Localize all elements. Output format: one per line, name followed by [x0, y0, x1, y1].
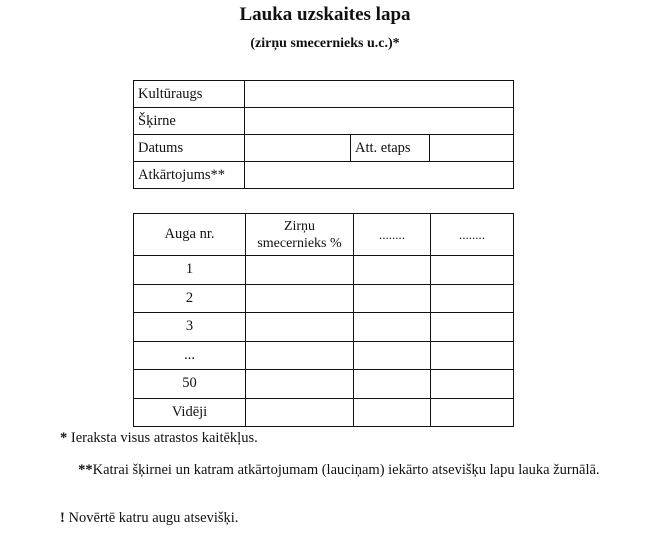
info-row-date — [134, 135, 514, 162]
table-row — [134, 256, 514, 285]
info-row-culture — [134, 81, 514, 108]
stage-label: Att. etaps — [351, 135, 430, 162]
stage-field[interactable] — [430, 135, 514, 162]
date-label: Datums — [134, 135, 245, 162]
repetition-field[interactable] — [245, 162, 514, 189]
header-extra-2: ........ — [431, 214, 514, 256]
weevil-cell[interactable] — [246, 313, 354, 342]
extra-cell[interactable] — [431, 313, 514, 342]
repetition-label: Atkārtojums** — [134, 162, 245, 189]
table-row — [134, 313, 514, 342]
footnote-3-mark: ! — [60, 510, 65, 526]
header-plant-no: Auga nr. — [134, 214, 246, 256]
row-number: 3 — [134, 313, 246, 342]
header-extra-1: ........ — [354, 214, 431, 256]
footnote-1 — [60, 430, 258, 447]
average-label: Vidēji — [134, 398, 246, 427]
weevil-cell[interactable] — [246, 284, 354, 313]
extra-cell[interactable] — [354, 256, 431, 285]
extra-cell[interactable] — [431, 370, 514, 399]
row-number: 50 — [134, 370, 246, 399]
footnote-3 — [60, 510, 238, 527]
average-row — [134, 398, 514, 427]
table-row — [134, 370, 514, 399]
page-subtitle: (zirņu smecernieks u.c.)* — [250, 36, 400, 51]
info-row-variety — [134, 108, 514, 135]
data-table — [133, 213, 514, 427]
culture-label: Kultūraugs — [134, 81, 245, 108]
table-row — [134, 341, 514, 370]
row-number: ... — [134, 341, 246, 370]
weevil-average-cell[interactable] — [246, 398, 354, 427]
variety-field[interactable] — [245, 108, 514, 135]
header-weevil: Zirņu smecernieks % — [246, 214, 354, 256]
extra-cell[interactable] — [431, 398, 514, 427]
weevil-cell[interactable] — [246, 370, 354, 399]
extra-cell[interactable] — [354, 341, 431, 370]
data-table-header — [134, 214, 514, 256]
footnote-2 — [60, 459, 645, 481]
extra-cell[interactable] — [431, 284, 514, 313]
extra-cell[interactable] — [431, 256, 514, 285]
footnote-1-text: Ieraksta visus atrastos kaitēkļus. — [70, 430, 258, 446]
extra-cell[interactable] — [354, 284, 431, 313]
table-row — [134, 284, 514, 313]
footnote-2-text: Katrai šķirnei un katram atkārtojumam (lauciņam) iekārto atsevišķu lapu lauka žurnālā. — [92, 462, 600, 478]
info-row-repetition — [134, 162, 514, 189]
variety-label: Šķirne — [134, 108, 245, 135]
date-field[interactable] — [245, 135, 351, 162]
culture-field[interactable] — [245, 81, 514, 108]
footnote-3-text: Novērtē katru augu atsevišķi. — [68, 510, 239, 526]
footnote-1-mark: * — [60, 430, 68, 446]
weevil-cell[interactable] — [246, 341, 354, 370]
footnote-2-mark: ** — [78, 462, 93, 478]
extra-cell[interactable] — [354, 370, 431, 399]
info-table — [133, 80, 514, 189]
row-number: 2 — [134, 284, 246, 313]
extra-cell[interactable] — [431, 341, 514, 370]
row-number: 1 — [134, 256, 246, 285]
weevil-cell[interactable] — [246, 256, 354, 285]
page-title: Lauka uzskaites lapa — [239, 4, 411, 25]
extra-cell[interactable] — [354, 398, 431, 427]
extra-cell[interactable] — [354, 313, 431, 342]
